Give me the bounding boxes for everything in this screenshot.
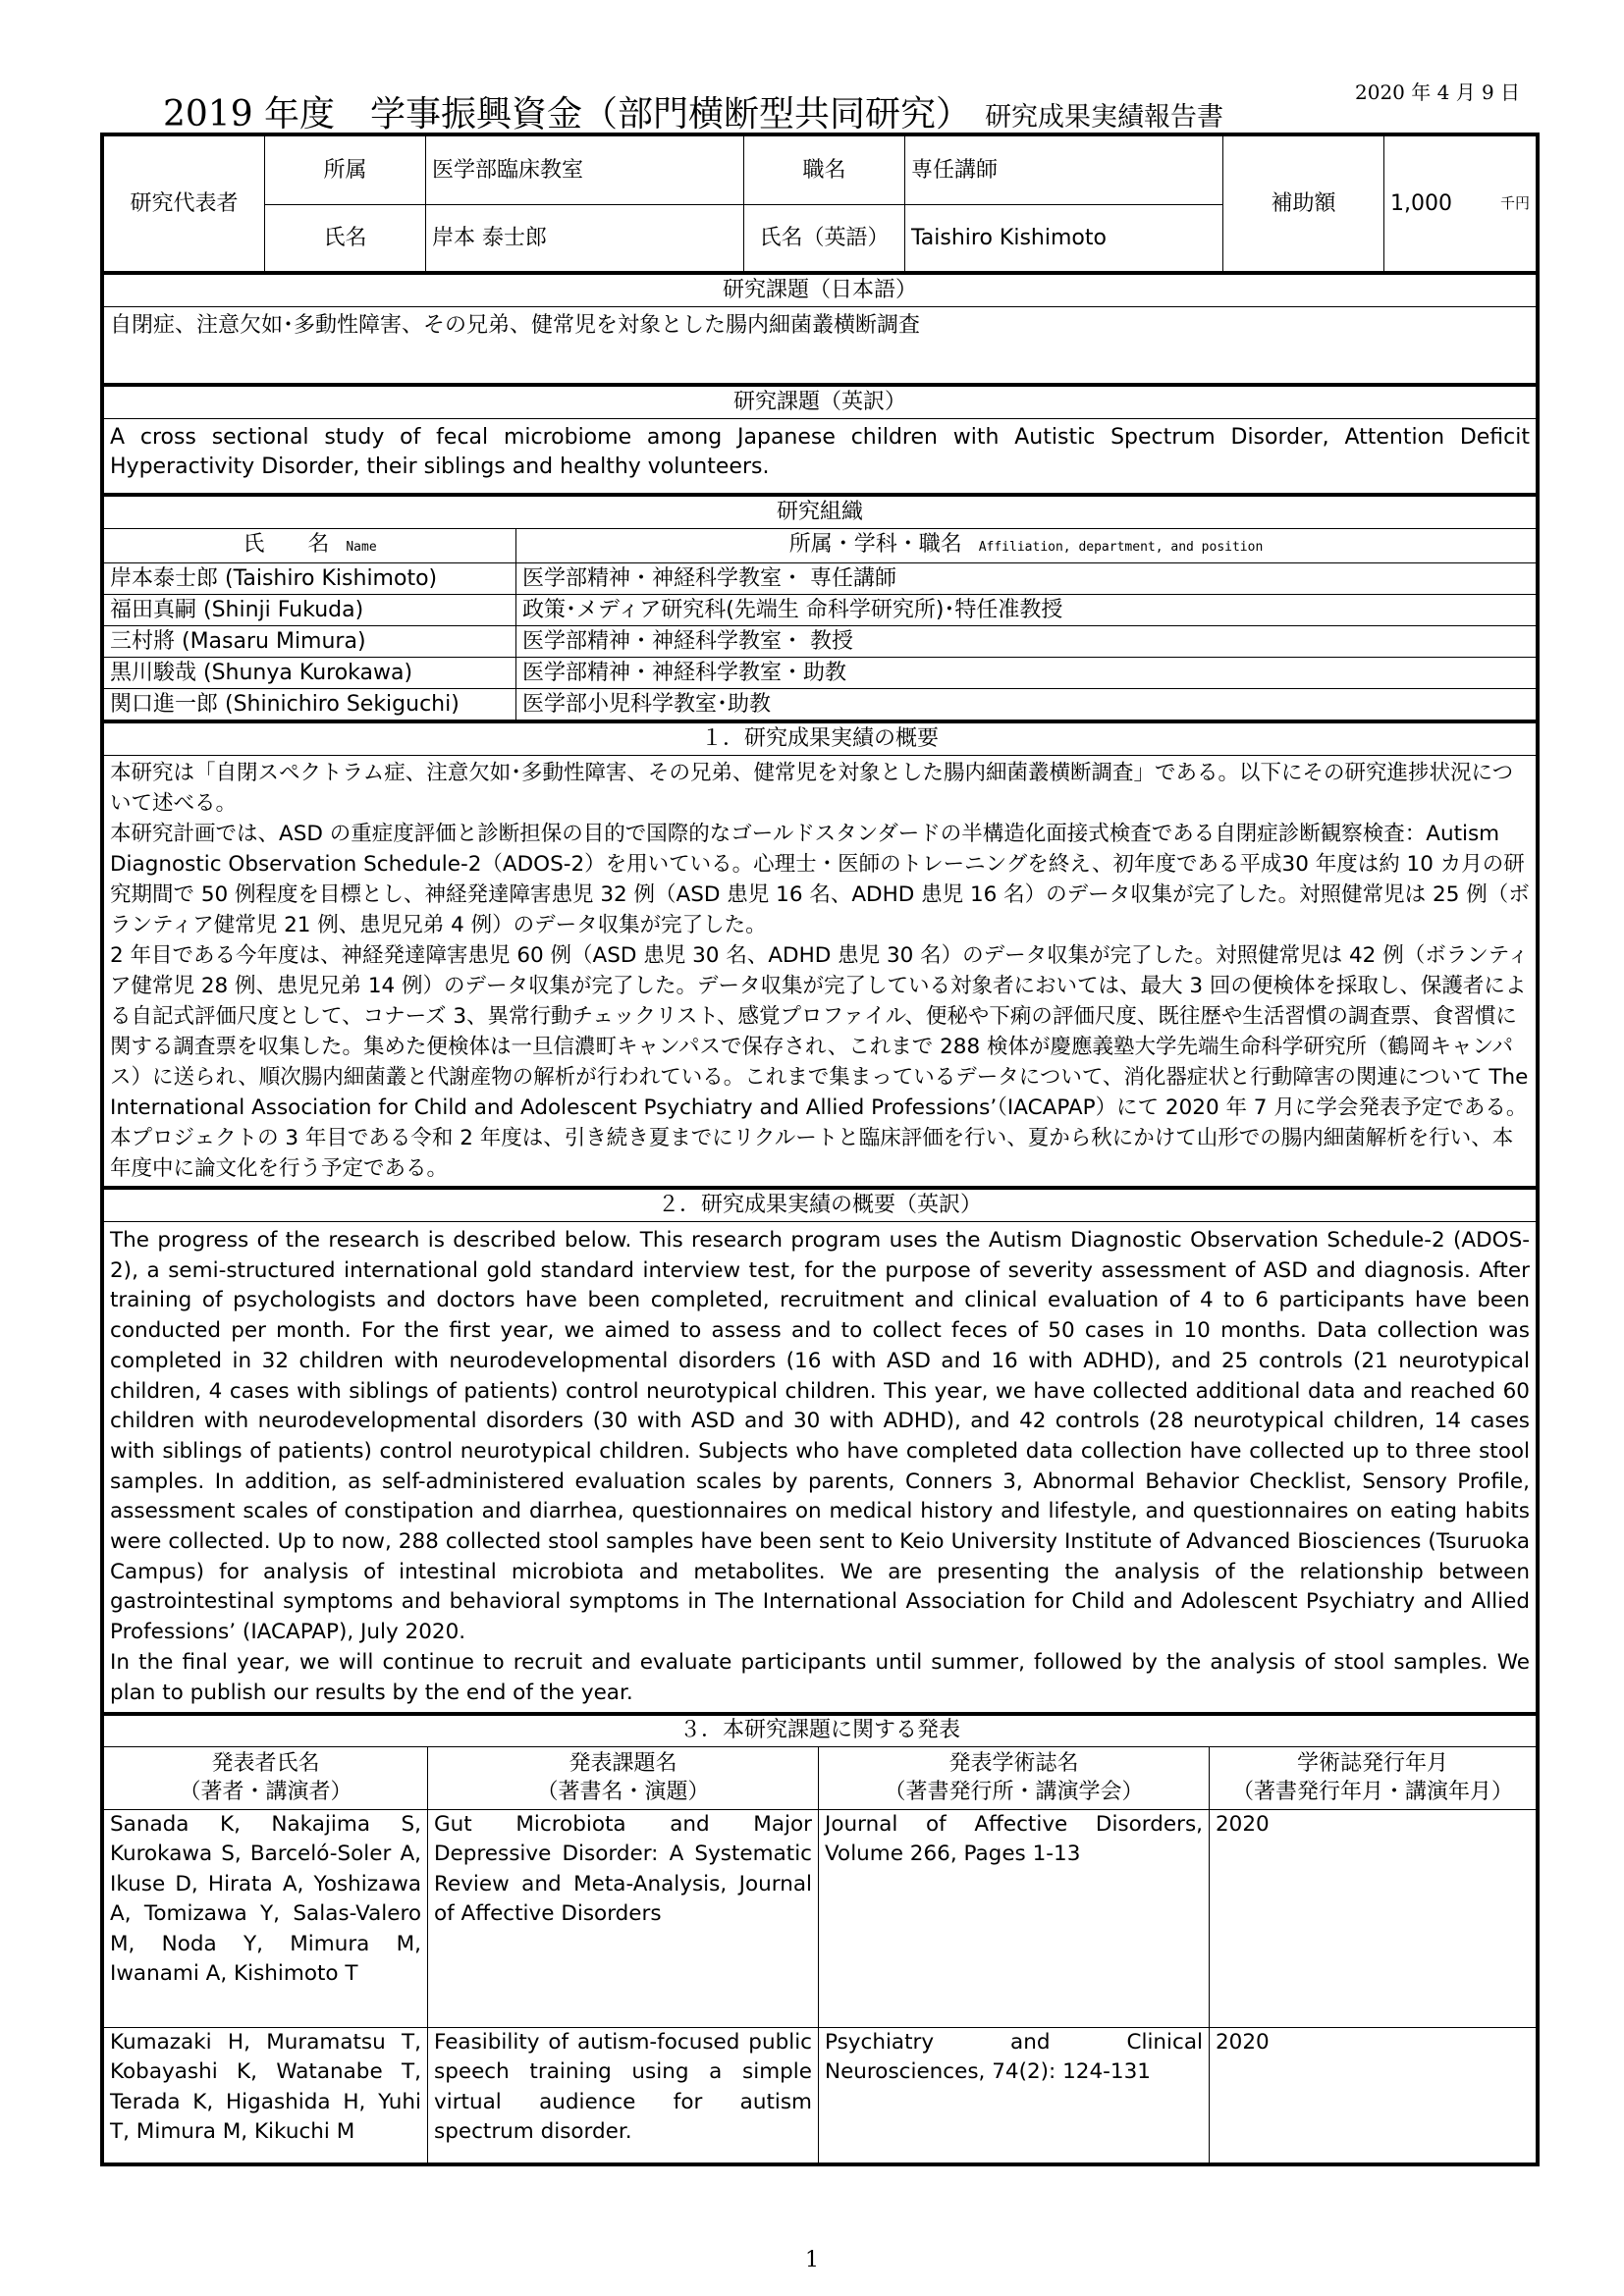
pub-col-journal: 発表学術誌名 （著書発行所・講演学会） <box>819 1746 1210 1809</box>
name-value: 岸本 泰士郎 <box>426 205 744 272</box>
org-col-name <box>104 529 516 563</box>
summary-en-paragraph: In the final year, we will continue to recruit and evaluate participants until summer, followed by the analysis of stool samples. We plan to publish our results by the end of the year. <box>110 1649 1530 1705</box>
pub-year: 2020 <box>1210 1809 1537 2027</box>
member-row <box>104 595 1537 626</box>
pub-col-title: 発表課題名 （著書名・演題） <box>428 1746 819 1809</box>
title-sub: 研究成果実績報告書 <box>985 102 1224 133</box>
summary-en-body <box>104 1222 1537 1713</box>
affil-value: 医学部臨床教室 <box>426 136 744 205</box>
affil-label: 所属 <box>265 136 426 205</box>
organization-section <box>103 494 1537 721</box>
topic-en-section <box>103 384 1537 494</box>
summary-en-section <box>103 1187 1537 1713</box>
publication-row <box>104 1809 1537 2027</box>
member-affil: 医学部精神・神経科学教室・助教 <box>516 658 1537 689</box>
summary-jp-body <box>104 756 1537 1187</box>
summary-jp-section <box>103 721 1537 1187</box>
summary-jp-paragraph: 本研究計画では、ASD の重症度評価と診断担保の目的で国際的なゴールドスタンダードの半構造化面接式検査である自閉症診断観察検査：Autism Diagnostic Observation Schedule-2（ADOS-2）を用いている。心理士・医師のトレーニングを終え、初年度である平成30 年度は約 10 カ月の研究期間で 50 例程度を目標とし、神経発達障害患児 32 例（ASD 患児 16 名、ADHD 患児 16 名）のデータ収集が完了した。対照健常児は 25 例（ボランティア健常児 21 例、患児兄弟 4 例）のデータ収集が完了した。 <box>110 822 1530 937</box>
topic-jp-text: 自閉症、注意欠如･多動性障害、その兄弟、健常児を対象とした腸内細菌叢横断調査 <box>104 307 1537 384</box>
page-title <box>163 86 1371 136</box>
member-affil: 医学部精神・神経科学教室・ 専任講師 <box>516 563 1537 595</box>
position-value: 専任講師 <box>905 136 1223 205</box>
grant-cell <box>1384 136 1537 272</box>
organization-heading: 研究組織 <box>104 496 1537 529</box>
report-frame <box>100 133 1540 2166</box>
member-name: 関口進一郎 (Shinichiro Sekiguchi) <box>104 689 516 721</box>
rep-label: 研究代表者 <box>104 136 265 272</box>
pub-authors: Sanada K, Nakajima S, Kurokawa S, Barceló-Soler A, Ikuse D, Hirata A, Yoshizawa A, Tomizawa Y, Salas-Valero M, Noda Y, Mimura M, Iwanami A, Kishimoto T <box>104 1809 428 2027</box>
page-number: 1 <box>805 2248 819 2272</box>
topic-jp-heading: 研究課題（日本語） <box>104 274 1537 307</box>
org-col-name-jp: 氏 名 <box>243 532 330 557</box>
pub-col-year: 学術誌発行年月 （著書発行年月・講演年月） <box>1210 1746 1537 1809</box>
summary-jp-paragraph: 2 年目である今年度は、神経発達障害患児 60 例（ASD 患児 30 名、ADHD 患児 30 名）のデータ収集が完了した。対照健常児は 42 例（ボランティア健常児 28 例、患児兄弟 14 例）のデータ収集が完了した。データ収集が完了している対象者においては、最大 3 回の便検体を採取し、保護者による自記式評価尺度として、コナーズ 3、異常行動チェックリスト、感覚プロファイル、便秘や下痢の評価尺度、既往歴や生活習慣の調査票、食習慣に関する調査票を収集した。集めた便検体は一旦信濃町キャンパスで保存され、これまで 288 検体が慶應義塾大学先端生命科学研究所（鶴岡キャンパス）に送られ、順次腸内細菌叢と代謝産物の解析が行われている。これまで集まっているデータについて、消化器症状と行動障害の関連について The International Association for Child and Adolescent Psychiatry and Allied Professions’（IACAPAP）にて 2020 年 7 月に学会発表予定である。本プロジェクトの 3 年目である令和 2 年度は、引き続き夏までにリクルートと臨床評価を行い、夏から秋にかけて山形での腸内細菌解析を行い、本年度中に論文化を行う予定である。 <box>110 943 1529 1181</box>
info-table <box>103 135 1537 272</box>
member-row <box>104 658 1537 689</box>
report-date: 2020 年 4 月 9 日 <box>1355 80 1521 104</box>
topic-en-heading: 研究課題（英訳） <box>104 386 1537 419</box>
topic-en-text: A cross sectional study of fecal microbiome among Japanese children with Autistic Spectrum Disorder, Attention Deficit Hyperactivity Disorder, their siblings and healthy volunteers. <box>104 419 1537 494</box>
member-affil: 医学部精神・神経科学教室・ 教授 <box>516 626 1537 658</box>
org-col-name-en: Name <box>346 540 377 555</box>
summary-en-paragraph: The progress of the research is described below. This research program uses the Autism Diagnostic Observation Schedule-2 (ADOS-2), a semi-structured international gold standard interview test, for the purpose of severity assessment of ASD and diagnosis. After training of psychologists and doctors have been completed, recruitment and clinical evaluation of 4 to 6 participants have been conducted per month. For the first year, we aimed to assess and to collect feces of 50 cases in 10 months. Data collection was completed in 32 children with neurodevelopmental disorders (16 with ASD and 16 with ADHD), and 25 controls (21 neurotypical children, 4 cases with siblings of patients) control neurotypical children. This year, we have collected additional data and reached 60 children with neurodevelopmental disorders (30 with ASD and 30 with ADHD), and 42 controls (28 neurotypical children, 14 cases with siblings of patients) control neurotypical children. Subjects who have completed data collection have collected up to three stool samples. In addition, as self-administered evaluation scales by parents, Conners 3, Abnormal Behavior Checklist, Sensory Profile, assessment scales of constipation and diarrhea, questionnaires on medical history and lifestyle, and questionnaires on eating habits were collected. Up to now, 288 collected stool samples have been sent to Keio University Institute of Advanced Biosciences (Tsuruoka Campus) for analysis of intestinal microbiota and metabolites. We are presenting the analysis of the relationship between gastrointestinal symptoms and behavioral symptoms in The International Association for Child and Adolescent Psychiatry and Allied Professions’ (IACAPAP), July 2020. <box>110 1228 1530 1645</box>
member-name: 三村將 (Masaru Mimura) <box>104 626 516 658</box>
member-name: 福田真嗣 (Shinji Fukuda) <box>104 595 516 626</box>
member-affil: 政策･メディア研究科(先端生 命科学研究所)･特任准教授 <box>516 595 1537 626</box>
pub-title: Feasibility of autism-focused public speech training using a simple virtual audience for autism spectrum disorder. <box>428 2027 819 2163</box>
pub-title: Gut Microbiota and Major Depressive Disorder: A Systematic Review and Meta-Analysis, Journal of Affective Disorders <box>428 1809 819 2027</box>
pub-authors: Kumazaki H, Muramatsu T, Kobayashi K, Watanabe T, Terada K, Higashida H, Yuhi T, Mimura M, Kikuchi M <box>104 2027 428 2163</box>
summary-jp-heading: １．研究成果実績の概要 <box>104 722 1537 756</box>
publication-row <box>104 2027 1537 2163</box>
org-col-affil-en: Affiliation, department, and position <box>978 540 1264 555</box>
member-row <box>104 689 1537 721</box>
name-label: 氏名 <box>265 205 426 272</box>
pub-journal: Psychiatry and Clinical Neurosciences, 74(2): 124-131 <box>819 2027 1210 2163</box>
pub-journal: Journal of Affective Disorders, Volume 266, Pages 1-13 <box>819 1809 1210 2027</box>
pub-col-authors: 発表者氏名 （著者・講演者） <box>104 1746 428 1809</box>
name-en-label: 氏名（英語） <box>744 205 905 272</box>
publications-section <box>103 1713 1537 2163</box>
member-affil: 医学部小児科学教室･助教 <box>516 689 1537 721</box>
summary-jp-paragraph: 本研究は「自閉スペクトラム症、注意欠如･多動性障害、その兄弟、健常児を対象とした腸内細菌叢横断調査」である。以下にその研究進捗状況について述べる。 <box>110 761 1514 816</box>
grant-unit: 千円 <box>1499 194 1530 212</box>
grant-label: 補助額 <box>1223 136 1384 272</box>
position-label: 職名 <box>744 136 905 205</box>
member-row <box>104 626 1537 658</box>
grant-value: 1,000 <box>1390 191 1452 216</box>
member-name: 黒川駿哉 (Shunya Kurokawa) <box>104 658 516 689</box>
member-name: 岸本泰士郎 (Taishiro Kishimoto) <box>104 563 516 595</box>
publications-heading: ３．本研究課題に関する発表 <box>104 1715 1537 1747</box>
name-en-value: Taishiro Kishimoto <box>905 205 1223 272</box>
title-main: 2019 年度 学事振興資金（部門横断型共同研究） <box>163 94 972 134</box>
member-row <box>104 563 1537 595</box>
org-col-affil <box>516 529 1537 563</box>
pub-year: 2020 <box>1210 2027 1537 2163</box>
summary-en-heading: ２．研究成果実績の概要（英訳） <box>104 1189 1537 1222</box>
topic-jp-section <box>103 272 1537 384</box>
org-col-affil-jp: 所属・学科・職名 <box>788 532 962 557</box>
